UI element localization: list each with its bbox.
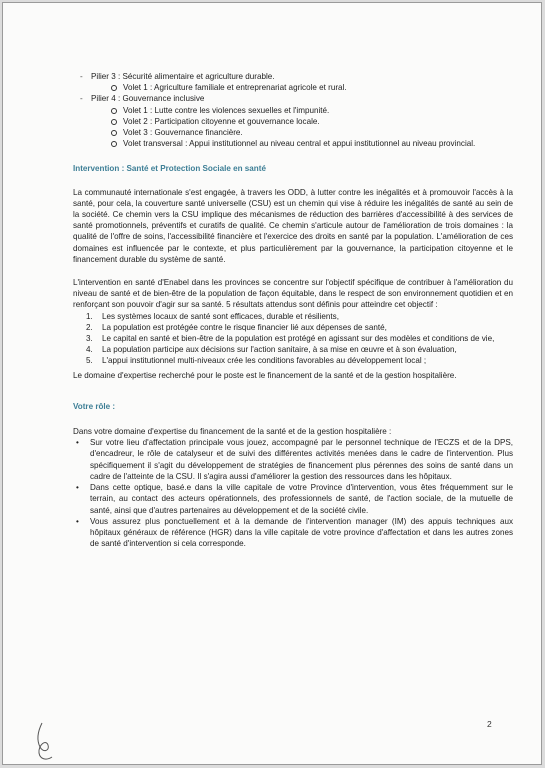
result-item: 3. Le capital en santé et bien-être de la population est protégé en agissant sur des modèles et conditions de vie, — [95, 333, 513, 344]
volet-item: Volet 1 : Lutte contre les violences sexuelles et l'impunité. — [110, 105, 513, 116]
role-heading: Votre rôle : — [73, 401, 116, 411]
result-item: 4. La population participe aux décisions sur l'action sanitaire, à sa mise en œuvre et à son évaluation, — [95, 344, 513, 355]
volet-item: Volet 3 : Gouvernance financière. — [110, 127, 513, 138]
volet-item: Volet 2 : Participation citoyenne et gouvernance locale. — [110, 116, 513, 127]
page-content — [73, 71, 513, 549]
volet-item: Volet transversal : Appui institutionnel au niveau central et appui institutionnel au niveau provincial. — [110, 138, 513, 149]
intervention-paragraph-enabel: L'intervention en santé d'Enabel dans les provinces se concentre sur l'objectif spécifique de contribuer à l'amélioration du niveau de santé et de bien-être de la population de façon équitable, dans le respect de son environnement quotidien et en renforçant son pouvoir d'agir sur sa santé. 5 résultats attendus sont définis pour atteindre cet objectif : — [73, 278, 513, 310]
pillar-list — [73, 71, 513, 149]
result-item: 2. La population est protégée contre le risque financier lié aux dépenses de santé, — [95, 322, 513, 333]
page-number: 2 — [487, 719, 492, 729]
pillar-item — [91, 93, 513, 149]
result-item: 1. Les systèmes locaux de santé sont efficaces, durable et résilients, — [95, 311, 513, 322]
intervention-heading: Intervention : Santé et Protection Sociale en santé — [73, 164, 266, 174]
result-item: 5. L'appui institutionnel multi-niveaux crée les conditions favorables au développement local ; — [95, 355, 513, 366]
expertise-paragraph: Le domaine d'expertise recherché pour le poste est le financement de la santé et de la gestion hospitalière. — [73, 370, 457, 380]
signature-mark — [30, 721, 58, 763]
role-list — [73, 437, 513, 549]
results-list — [73, 311, 513, 367]
volet-list — [91, 105, 513, 150]
pillar-title: Pilier 3 : Sécurité alimentaire et agriculture durable. — [91, 72, 275, 81]
volet-item: Volet 1 : Agriculture familiale et entreprenariat agricole et rural. — [110, 82, 513, 93]
role-item: • Dans cette optique, basé.e dans la ville capitale de votre Province d'intervention, vous êtes fréquemment sur le terrain, au contact des acteurs opérationnels, des professionnels de santé, de l'action sociale, de la mutuelle de santé, ainsi que d'autres partenaires au développement et de la société civile. — [73, 482, 513, 516]
document-page — [2, 2, 542, 765]
role-intro: Dans votre domaine d'expertise du financement de la santé et de la gestion hospitalière : — [73, 427, 392, 437]
pillar-title: Pilier 4 : Gouvernance inclusive — [91, 94, 205, 104]
pillar-item — [91, 71, 513, 93]
volet-list — [91, 82, 513, 93]
role-item: • Sur votre lieu d'affectation principale vous jouez, accompagné par le personnel technique de l'ECZS et de la DPS, d'encadreur, le rôle de catalyseur et de suivi des différentes activités menées dans le cadre de l'intervention. Plus spécifiquement il s'agit du développement de stratégies de financement plus pérennes des soins de santé dans un cadre de l'atteinte de la CSU. Il s'agira aussi d'améliorer la gestion des ressources dans les hôpitaux. — [73, 437, 513, 482]
intervention-paragraph-csu: La communauté internationale s'est engagée, à travers les ODD, à lutter contre les inégalités et à promouvoir l'accès à la santé, pour cela, la couverture santé universelle (CSU) est un chemin qui vise à réduire les inégalités de santé au sein de la société. Ce chemin vers la CSU implique des mécanismes de réduction des barrières d'accessibilité à des services de santé promotionnels, préventifs et curatifs de qualité. Ce chemin s'articule autour de l'amélioration de trois domaines : la qualité de l'offre de soins, l'accessibilité financière et l'exercice des droits en santé par la population. L'amélioration de ces domaines est influencée par le contexte, et plus particulièrement par la gouvernance, la participation citoyenne et le financement durable du système de santé. — [73, 187, 513, 264]
role-item: • Vous assurez plus ponctuellement et à la demande de l'intervention manager (IM) des appuis techniques aux hôpitaux généraux de référence (HGR) dans la ville capitale de votre province d'affectation et dans les autres zones de santé d'intervention si cela corresponde. — [73, 516, 513, 550]
